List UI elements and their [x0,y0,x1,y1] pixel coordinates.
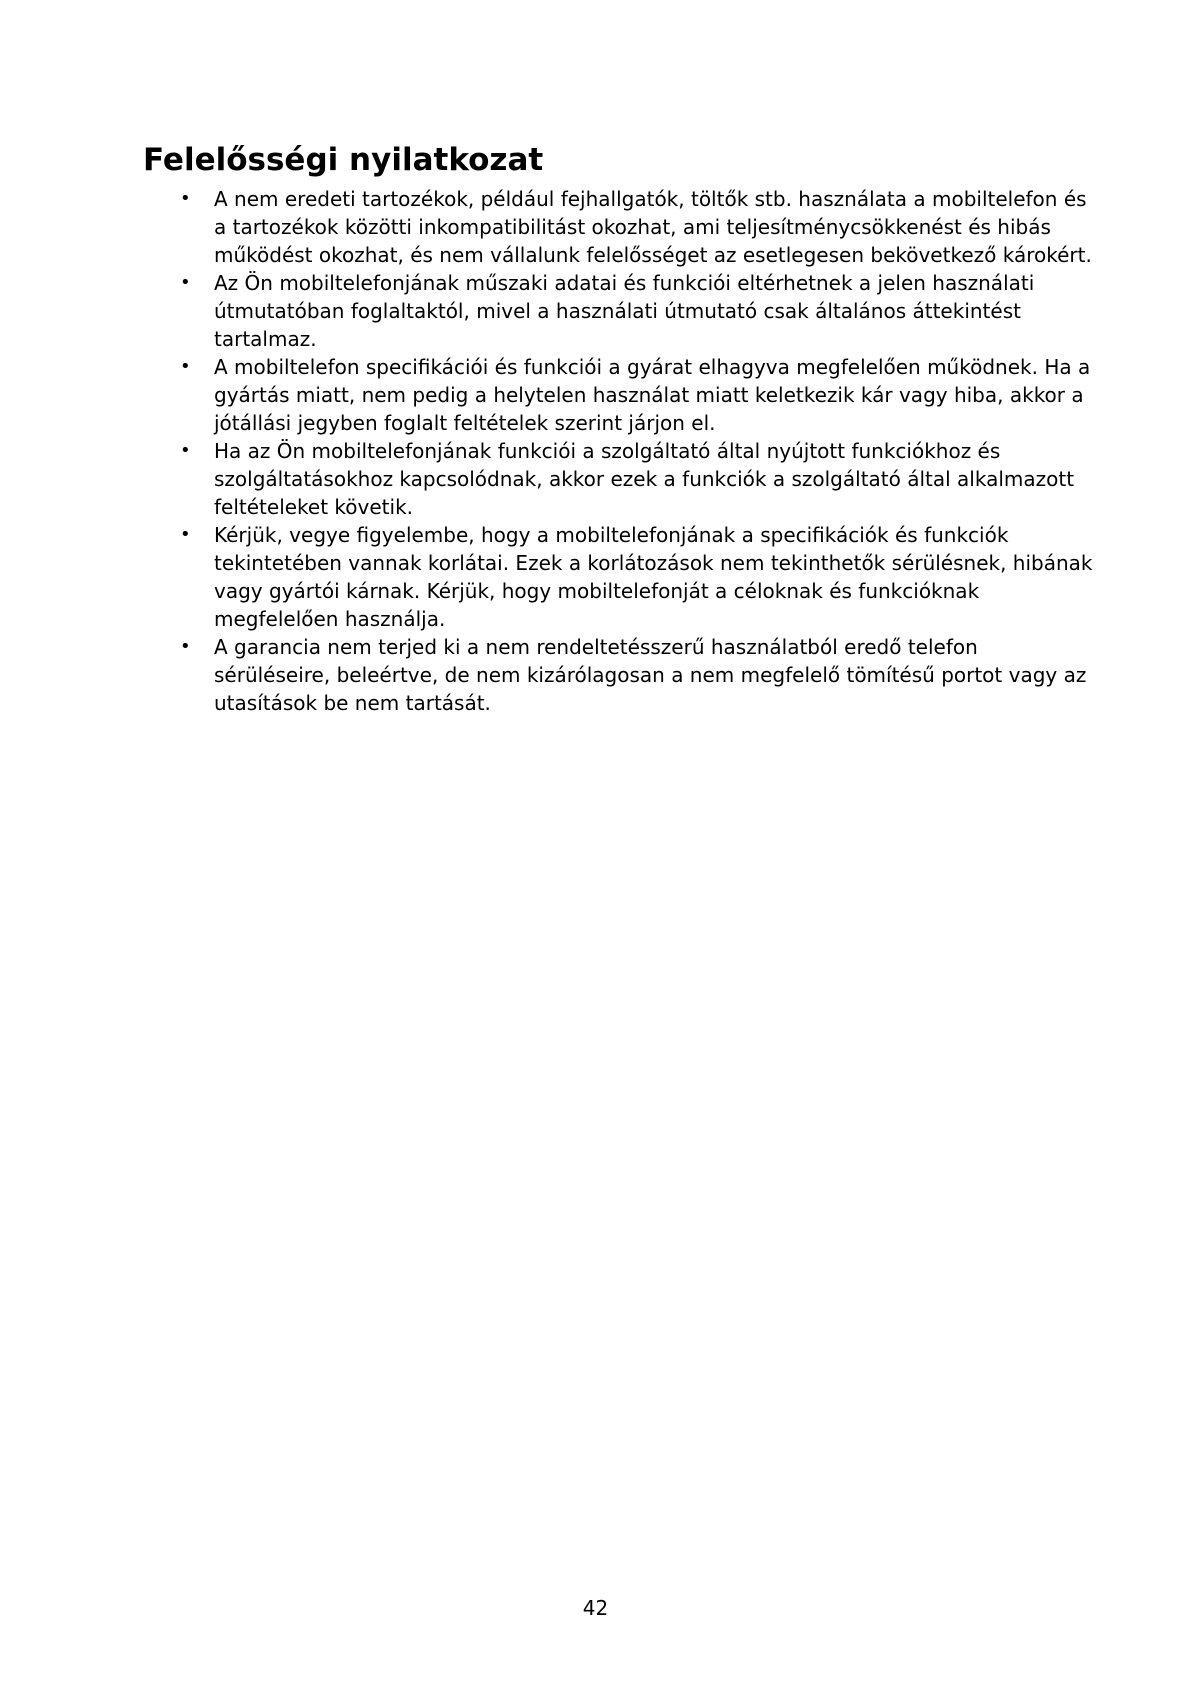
list-item [180,353,1094,437]
bullet-icon: • [180,440,191,461]
disclaimer-list [180,185,1094,717]
page-title: Felelősségi nyilatkozat [143,142,544,178]
bullet-icon: • [180,356,191,377]
bullet-icon: • [180,524,191,545]
list-item-text: Ha az Ön mobiltelefonjának funkciói a szolgáltató által nyújtott funkciókhoz és szolgáltatásokhoz kapcsolódnak, akkor ezek a funkciók a szolgáltató által alkalmazott feltételeket követik. [214,439,1075,519]
list-item-text: A garancia nem terjed ki a nem rendeltetésszerű használatból eredő telefon sérüléseire, beleértve, de nem kizárólagosan a nem megfelelő tömítésű portot vagy az utasítások be nem tartását. [214,635,1087,715]
bullet-icon: • [180,636,191,657]
list-item-text: Az Ön mobiltelefonjának műszaki adatai és funkciói eltérhetnek a jelen használati útmutatóban foglaltaktól, mivel a használati útmutató csak általános áttekintést tartalmaz. [214,271,1035,351]
list-item-text: A mobiltelefon specifikációi és funkciói a gyárat elhagyva megfelelően működnek. Ha a gyártás miatt, nem pedig a helytelen használat miatt keletkezik kár vagy hiba, akkor a jótállási jegyben foglalt feltételek szerint járjon el. [214,355,1091,435]
list-item [180,521,1094,633]
bullet-icon: • [180,188,191,209]
list-item [180,633,1094,717]
list-item [180,437,1094,521]
bullet-icon: • [180,272,191,293]
list-item [180,269,1094,353]
list-item-text: Kérjük, vegye figyelembe, hogy a mobiltelefonjának a specifikációk és funkciók tekintetében vannak korlátai. Ezek a korlátozások nem tekinthetők sérülésnek, hibának vagy gyártói kárnak. Kérjük, hogy mobiltelefonját a céloknak és funkcióknak megfelelően használja. [214,523,1093,631]
list-item-text: A nem eredeti tartozékok, például fejhallgatók, töltők stb. használata a mobiltelefon és a tartozékok közötti inkompatibilitást okozhat, ami teljesítménycsökkenést és hibás működést okozhat, és nem vállalunk felelősséget az esetlegesen bekövetkező károkért. [214,187,1092,267]
page-number: 42 [582,1596,609,1620]
list-item [180,185,1094,269]
